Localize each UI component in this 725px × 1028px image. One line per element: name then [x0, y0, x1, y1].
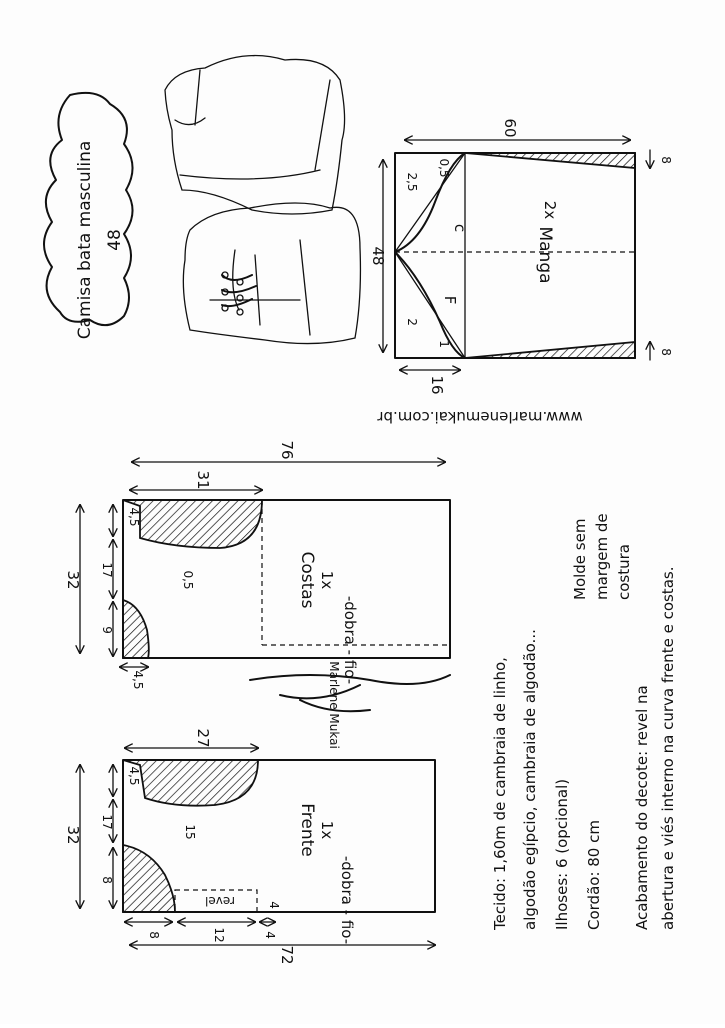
sleeve-hem-top: 8	[659, 156, 673, 164]
front-d8: 8	[100, 876, 114, 884]
sleeve-label: Manga	[535, 226, 555, 284]
signature-text: Marlene Mukai	[327, 661, 341, 749]
front-facing: revel	[205, 894, 235, 908]
back-pattern	[64, 440, 450, 689]
sleeve-hem-bottom: 8	[659, 348, 673, 356]
front-pattern	[64, 728, 435, 964]
sleeve-pattern	[369, 118, 673, 394]
sleeve-d25: 2,5	[405, 172, 419, 192]
back-fold: -dobra - fio-	[341, 595, 359, 685]
front-length: 72	[278, 945, 296, 965]
sleeve-count: 2x	[541, 200, 559, 220]
shirt-sketch-back	[165, 56, 345, 215]
note-mold-2: margem de	[593, 513, 611, 600]
front-shoulder: 27	[194, 728, 212, 748]
back-d9: 9	[100, 626, 114, 634]
note-fabric-1: Tecido: 1,60m de cambraia de linho,	[491, 657, 509, 930]
note-mold-3: costura	[615, 544, 633, 600]
front-d45: 4,5	[127, 766, 141, 786]
sleeve-height: 48	[369, 246, 387, 266]
back-d45b: 4,5	[131, 670, 145, 690]
back-length: 76	[278, 440, 296, 460]
front-count: 1x	[318, 820, 336, 840]
sleeve-letter-c: c	[451, 223, 469, 233]
back-d17: 17	[100, 562, 114, 578]
sleeve-width: 60	[501, 118, 519, 138]
title-size: 48	[105, 229, 125, 251]
front-d17: 17	[100, 814, 114, 830]
back-count: 1x	[318, 570, 336, 590]
sleeve-cap: 16	[428, 375, 446, 395]
back-shoulder: 31	[194, 470, 212, 490]
back-width: 32	[64, 570, 82, 590]
shirt-sketch-front	[183, 203, 360, 344]
front-fold: -dobra - fio-	[338, 855, 356, 945]
note-mold-1: Molde sem	[571, 518, 589, 600]
sleeve-d1: 1	[437, 340, 451, 348]
note-finish-2: abertura e viés interno na curva frente e costas.	[659, 566, 677, 930]
back-d45a: 4,5	[127, 507, 141, 527]
front-armhole: 15	[183, 824, 197, 840]
sleeve-d05: 0,5	[437, 158, 451, 178]
note-fabric-2: algodão egípcio, cambraia de algodão...	[521, 629, 539, 930]
front-width: 32	[64, 825, 82, 845]
front-label: Frente	[297, 803, 317, 857]
title-cloud	[44, 93, 133, 339]
note-cord: Cordão: 80 cm	[585, 820, 603, 930]
front-d4b: 4	[263, 931, 277, 939]
front-d12: 12	[212, 927, 226, 943]
title-text: Camisa bata masculina	[75, 140, 95, 340]
back-armhole: 0,5	[181, 570, 195, 590]
front-d4: 4	[267, 901, 281, 909]
front-neck8: 8	[147, 931, 161, 939]
website-text: www.marlenemukai.com.br	[377, 408, 583, 426]
back-label: Costas	[297, 551, 317, 609]
sleeve-d2: 2	[405, 318, 419, 326]
note-finish-1: Acabamento do decote: revel na	[633, 685, 651, 930]
sleeve-letter-f: F	[441, 295, 459, 305]
notes	[491, 513, 677, 931]
note-eyelets: Ilhoses: 6 (opcional)	[553, 778, 571, 930]
